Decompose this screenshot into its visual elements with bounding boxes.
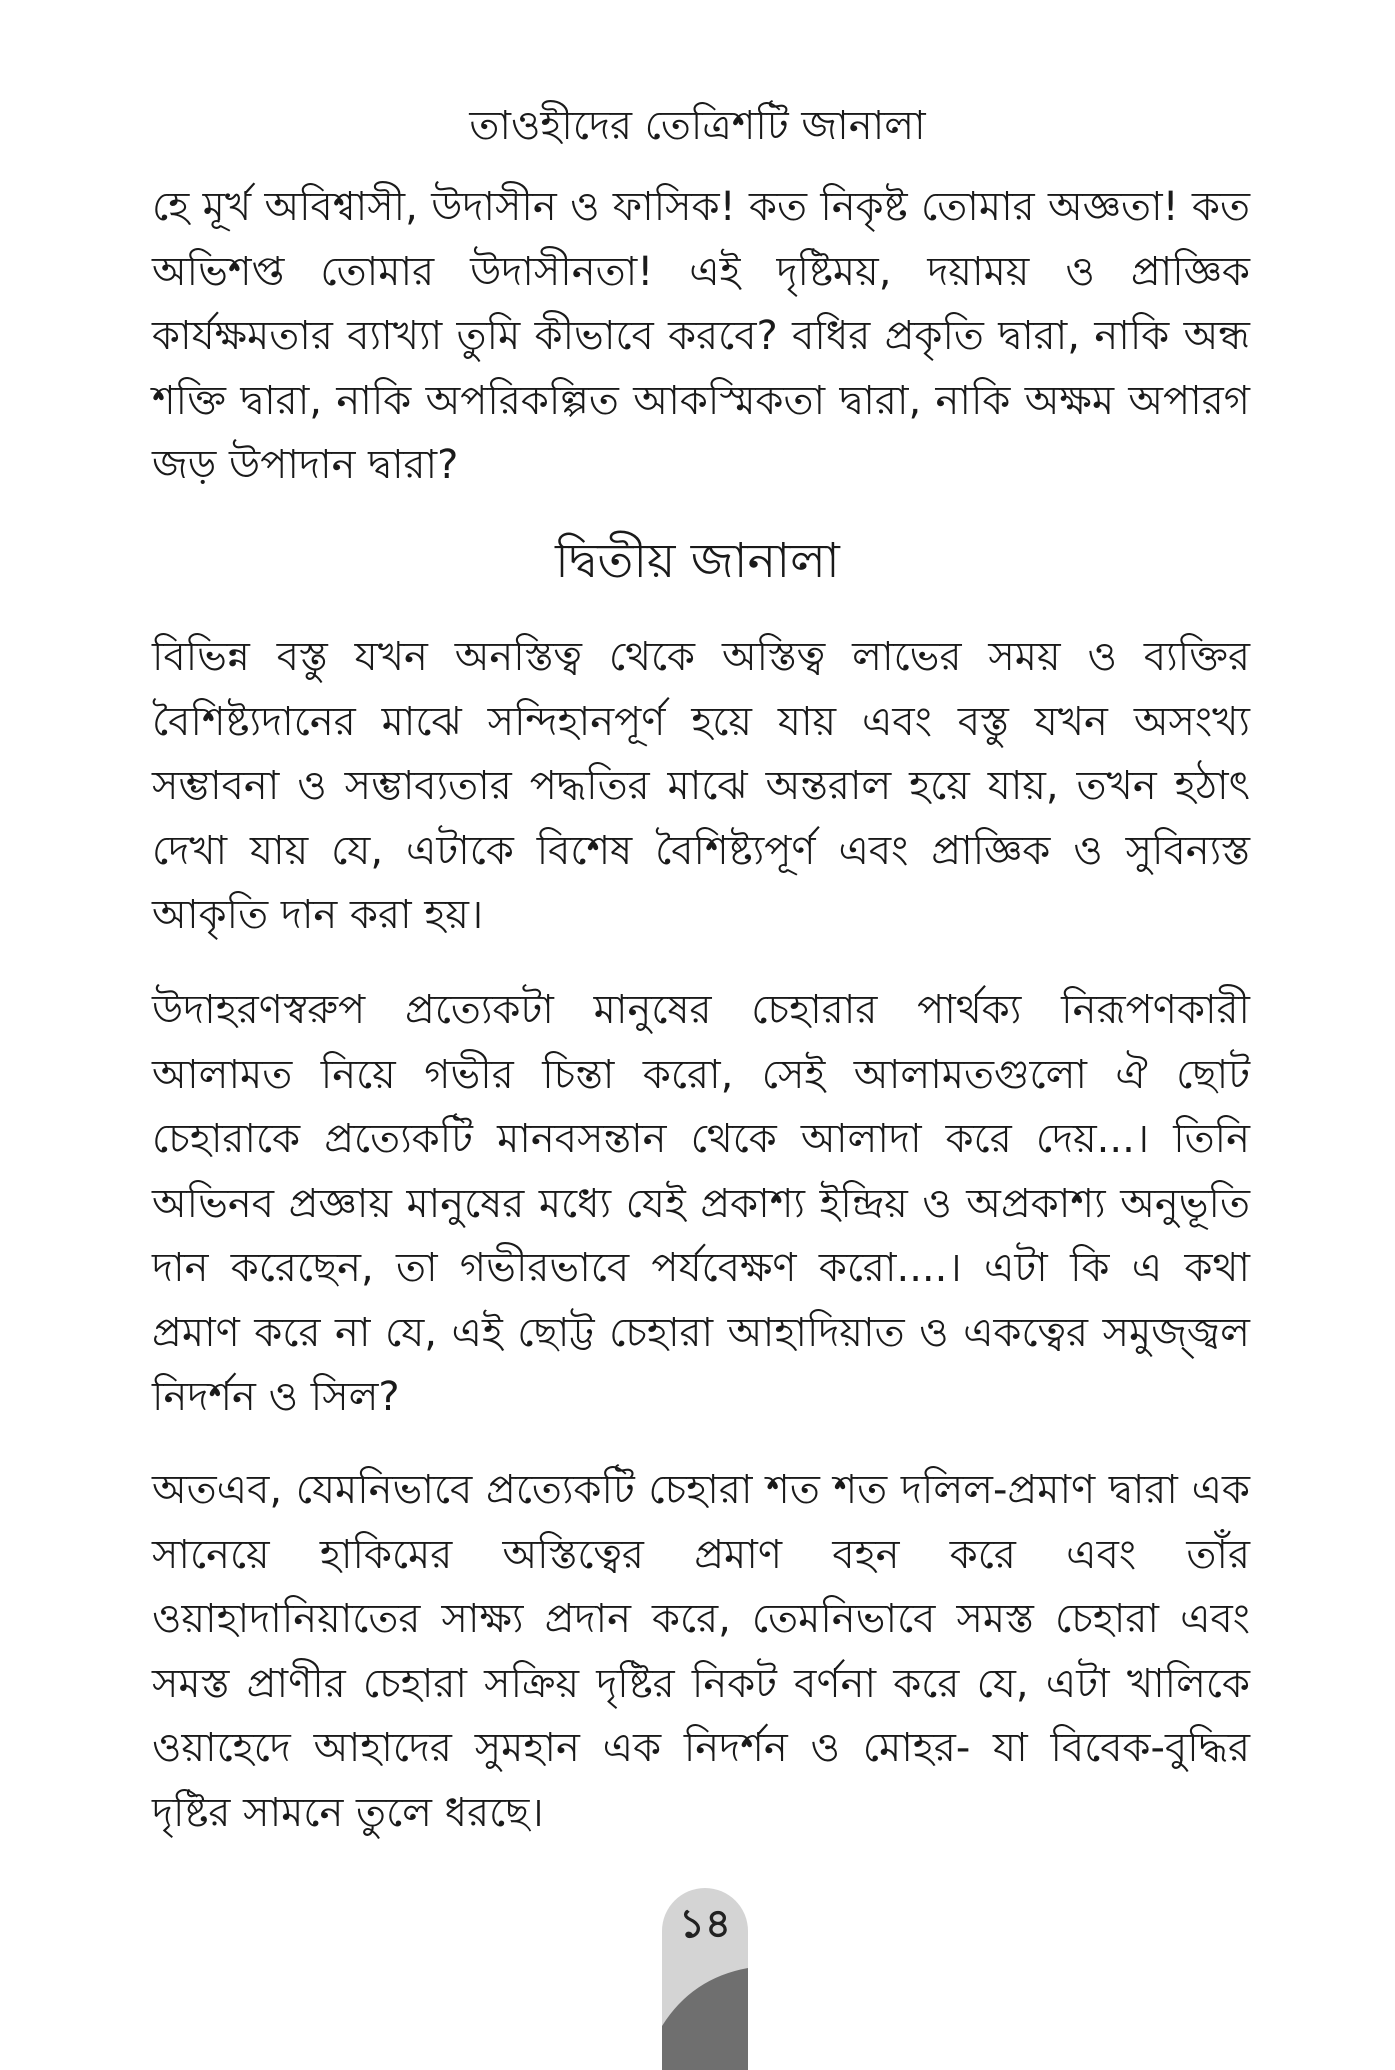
paragraph-body-3: অতএব, যেমনিভাবে প্রত্যেকটি চেহারা শত শত দলিল-প্রমাণ দ্বারা এক সানেয়ে হাকিমের অস্তিত্বের প্রমাণ বহন করে এবং তাঁর ওয়াহাদানিয়াতের সাক্ষ্য প্রদান করে, তেমনিভাবে সমস্ত চেহারা এবং সমস্ত প্রাণীর চেহারা সক্রিয় দৃষ্টির নিকট বর্ণনা করে যে, এটা খালিকে ওয়াহেদে আহাদের সুমহান এক নিদর্শন ও মোহর- যা বিবেক-বুদ্ধির দৃষ্টির সামনে তুলে ধরছে। xyxy=(152,1467,1250,1836)
page-number: ১৪ xyxy=(679,1901,731,1947)
page-number-tab xyxy=(662,1888,748,2070)
paragraph-intro: হে মূর্খ অবিশ্বাসী, উদাসীন ও ফাসিক! কত নিকৃষ্ট তোমার অজ্ঞতা! কত অভিশপ্ত তোমার উদাসীনতা! এই দৃষ্টিময়, দয়াময় ও প্রাজ্ঞিক কার্যক্ষমতার ব্যাখ্যা তুমি কীভাবে করবে? বধির প্রকৃতি দ্বারা, নাকি অন্ধ শক্তি দ্বারা, নাকি অপরিকল্পিত আকস্মিকতা দ্বারা, নাকি অক্ষম অপারগ জড় উপাদান দ্বারা? xyxy=(152,184,1250,488)
section-heading: দ্বিতীয় জানালা xyxy=(555,533,840,589)
paragraph-body-1: বিভিন্ন বস্তু যখন অনস্তিত্ব থেকে অস্তিত্ব লাভের সময় ও ব্যক্তির বৈশিষ্ট্যদানের মাঝে সন্দিহানপূর্ণ হয়ে যায় এবং বস্তু যখন অসংখ্য সম্ভাবনা ও সম্ভাব্যতার পদ্ধতির মাঝে অন্তরাল হয়ে যায়, তখন হঠাৎ দেখা যায় যে, এটাকে বিশেষ বৈশিষ্ট্যপূর্ণ এবং প্রাজ্ঞিক ও সুবিন্যস্ত আকৃতি দান করা হয়। xyxy=(152,634,1250,938)
running-header-title: তাওহীদের তেত্রিশটি জানালা xyxy=(469,103,926,149)
paragraph-body-2: উদাহরণস্বরুপ প্রত্যেকটা মানুষের চেহারার পার্থক্য নিরূপণকারী আলামত নিয়ে গভীর চিন্তা করো, সেই আলামতগুলো ঐ ছোট চেহারাকে প্রত্যেকটি মানবসন্তান থেকে আলাদা করে দেয়...। তিনি অভিনব প্রজ্ঞায় মানুষের মধ্যে যেই প্রকাশ্য ইন্দ্রিয় ও অপ্রকাশ্য অনুভূতি দান করেছেন, তা গভীরভাবে পর্যবেক্ষণ করো....। এটা কি এ কথা প্রমাণ করে না যে, এই ছোট্ট চেহারা আহাদিয়াত ও একত্বের সমুজ্জ্বল নিদর্শন ও সিল? xyxy=(152,987,1250,1420)
